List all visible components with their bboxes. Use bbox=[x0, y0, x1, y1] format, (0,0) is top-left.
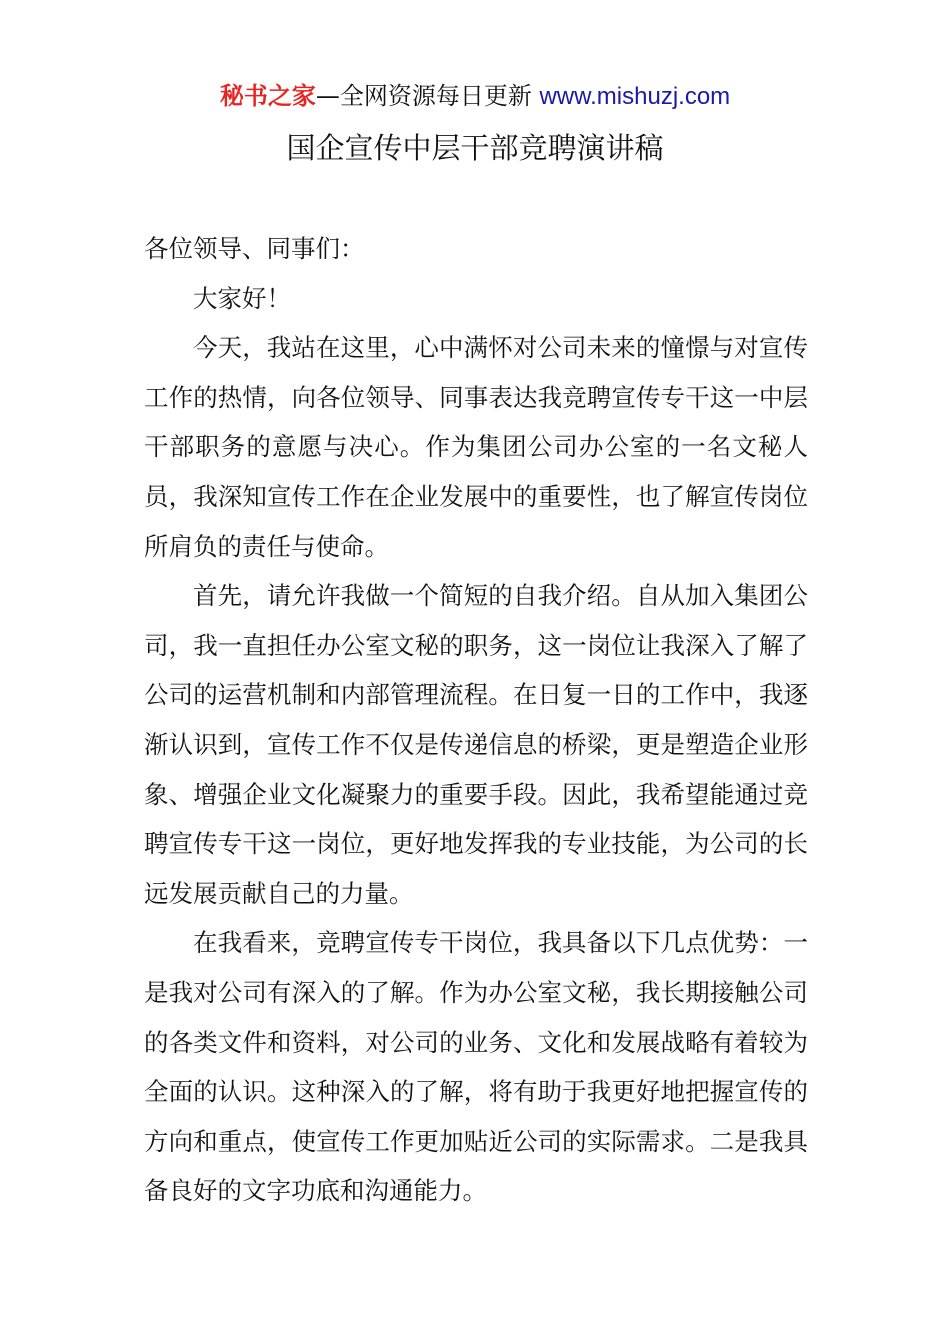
site-brand: 秘书之家 bbox=[219, 82, 316, 110]
salutation: 各位领导、同事们： bbox=[144, 234, 365, 263]
greeting: 大家好！ bbox=[193, 283, 291, 313]
site-tagline: —全网资源每日更新 bbox=[315, 82, 540, 110]
paragraph: 在我看来，竞聘宣传专干岗位，我具备以下几点优势：一是我对公司有深入的了解。作为办公室文秘，我长期接触公司的各类文件和资料，对公司的业务、文化和发展战略有着较为全面的认识。这种深入的了解，将有助于我更好地把握宣传的方向和重点，使宣传工作更加贴近公司的实际需求。二是我具备良好的文字功底和沟通能力。 bbox=[144, 928, 808, 1206]
document-body bbox=[144, 224, 808, 1216]
site-url-link[interactable]: www.mishuzj.com bbox=[539, 83, 731, 110]
paragraph: 首先，请允许我做一个简短的自我介绍。自从加入集团公司，我一直担任办公室文秘的职务，这一岗位让我深入了解了公司的运营机制和内部管理流程。在日复一日的工作中，我逐渐认识到，宣传工作不仅是传递信息的桥梁，更是塑造企业形象、增强企业文化凝聚力的重要手段。因此，我希望能通过竞聘宣传专干这一岗位，更好地发挥我的专业技能，为公司的长远发展贡献自己的力量。 bbox=[144, 581, 808, 908]
paragraph: 今天，我站在这里，心中满怀对公司未来的憧憬与对宣传工作的热情，向各位领导、同事表达我竞聘宣传专干这一中层干部职务的意愿与决心。作为集团公司办公室的一名文秘人员，我深知宣传工作在企业发展中的重要性，也了解宣传岗位所肩负的责任与使命。 bbox=[144, 333, 808, 561]
site-header bbox=[0, 80, 950, 113]
document-title: 国企宣传中层干部竞聘演讲稿 bbox=[286, 131, 664, 165]
